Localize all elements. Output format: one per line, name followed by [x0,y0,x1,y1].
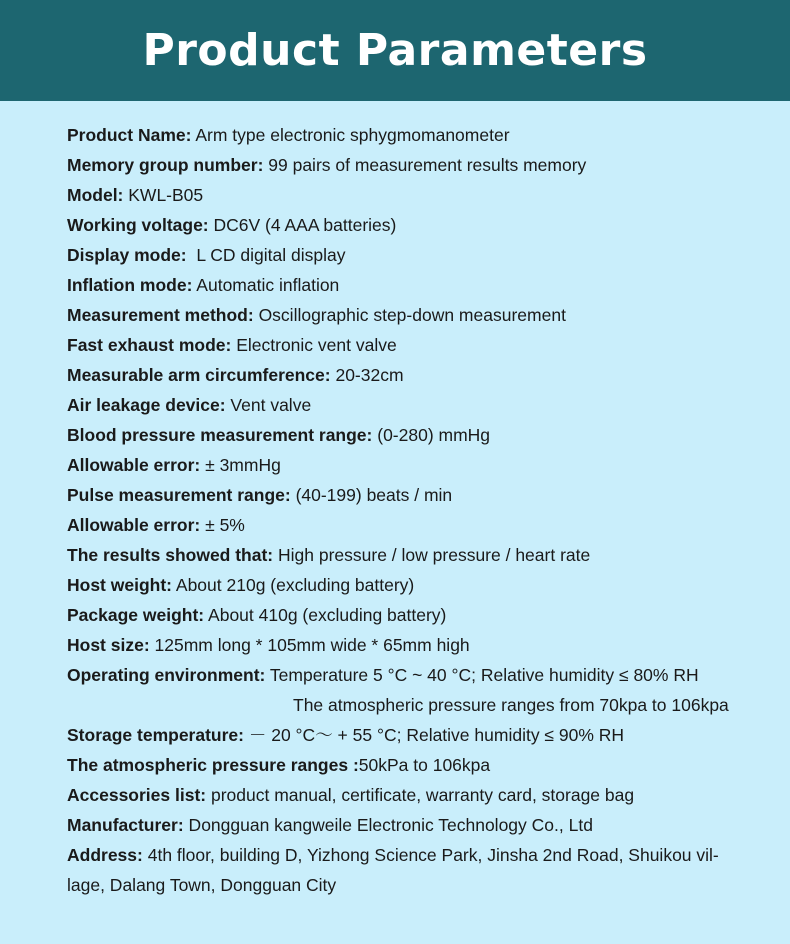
param-row [67,420,767,450]
param-label: Measurable arm circumference: [67,365,331,385]
param-row [67,390,767,420]
parameter-list [67,120,767,900]
param-row [67,570,767,600]
param-value: Temperature 5 °C ~ 40 °C; Relative humidity ≤ 80% RH [265,665,699,685]
param-value: Arm type electronic sphygmomanometer [191,125,510,145]
param-label: Storage temperature: [67,725,244,745]
param-label: The results showed that: [67,545,274,565]
param-row [67,240,767,270]
param-value: DC6V (4 AAA batteries) [208,215,397,235]
param-row [67,600,767,630]
page-title: Product Parameters [142,25,648,76]
param-value: 125mm long * 105mm wide * 65mm high [149,635,470,655]
param-value: (40-199) beats / min [290,485,453,505]
param-label: Package weight: [67,605,205,625]
param-continuation: The atmospheric pressure ranges from 70kpa to 106kpa [293,695,729,715]
param-value: Electronic vent valve [231,335,397,355]
param-label: Model: [67,185,124,205]
param-value: ± 3mmHg [200,455,281,475]
param-row [67,660,767,690]
param-value: L CD digital display [186,245,346,265]
param-row [67,330,767,360]
param-label: Product Name: [67,125,192,145]
param-label: Fast exhaust mode: [67,335,232,355]
param-label: Operating environment: [67,665,266,685]
param-label: The atmospheric pressure ranges : [67,755,359,775]
param-value: Automatic inflation [192,275,340,295]
param-value: KWL-B05 [123,185,204,205]
param-value: (0-280) mmHg [372,425,491,445]
param-label: Address: [67,845,143,865]
param-row [67,540,767,570]
param-row [67,510,767,540]
param-label: Working voltage: [67,215,209,235]
param-label: Air leakage device: [67,395,226,415]
param-value: 50kPa to 106kpa [358,755,491,775]
param-row [67,720,767,750]
param-label: Accessories list: [67,785,207,805]
header-banner [0,0,790,101]
param-value: High pressure / low pressure / heart rate [273,545,591,565]
param-value: － 20 °C～ + 55 °C; Relative humidity ≤ 90% RH [244,725,625,745]
param-row [67,630,767,660]
param-value: Oscillographic step-down measurement [253,305,566,325]
param-label: Inflation mode: [67,275,193,295]
param-row [67,840,767,870]
param-row [67,360,767,390]
param-row [67,810,767,840]
param-row [67,120,767,150]
param-row [67,480,767,510]
param-row [67,300,767,330]
param-label: Memory group number: [67,155,264,175]
param-value: 20-32cm [330,365,404,385]
param-value: ± 5% [200,515,245,535]
param-value: product manual, certificate, warranty card, storage bag [206,785,635,805]
param-label: Measurement method: [67,305,254,325]
param-row [67,210,767,240]
param-label: Pulse measurement range: [67,485,291,505]
param-value: 99 pairs of measurement results memory [263,155,587,175]
param-value: About 410g (excluding battery) [204,605,447,625]
param-label: Manufacturer: [67,815,184,835]
param-label: Allowable error: [67,455,201,475]
param-label: Allowable error: [67,515,201,535]
param-row [67,150,767,180]
param-row-wrapped: lage, Dalang Town, Dongguan City [67,875,337,895]
param-value: 4th floor, building D, Yizhong Science Park, Jinsha 2nd Road, Shuikou vil- [142,845,719,865]
param-value: Dongguan kangweile Electronic Technology Co., Ltd [183,815,593,835]
param-row [67,780,767,810]
param-row [67,270,767,300]
param-value: About 210g (excluding battery) [172,575,415,595]
param-label: Display mode: [67,245,187,265]
param-label: Blood pressure measurement range: [67,425,373,445]
param-row [67,180,767,210]
param-row [67,750,767,780]
param-label: Host size: [67,635,150,655]
param-label: Host weight: [67,575,172,595]
param-row [67,450,767,480]
param-value: Vent valve [225,395,312,415]
